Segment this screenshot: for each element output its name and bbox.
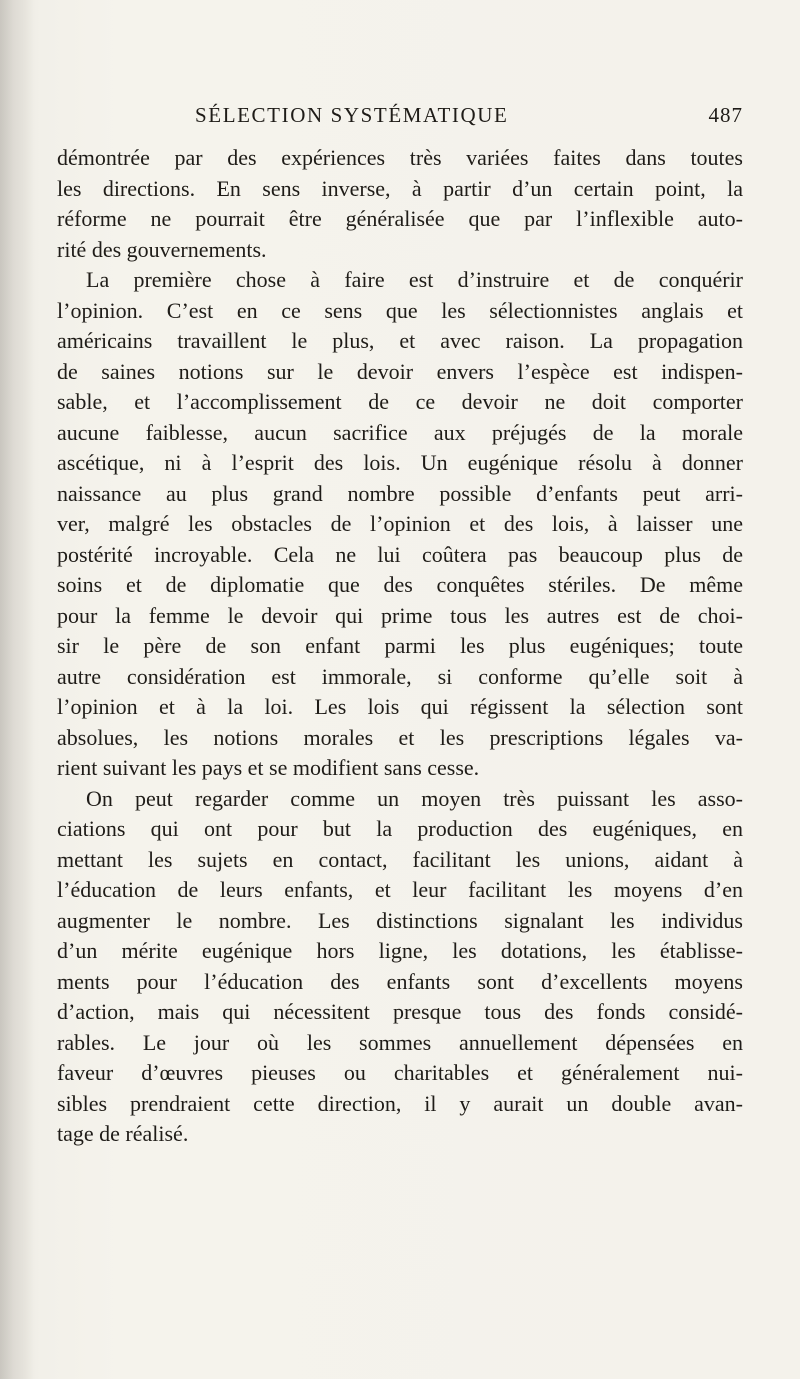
- text-line: postérité incroyable. Cela ne lui coûtera pas beaucoup plus de: [57, 541, 743, 567]
- text-line: de saines notions sur le devoir envers l’espèce est indispen-: [57, 358, 743, 384]
- text-line: l’opinion et à la loi. Les lois qui régissent la sélection sont: [57, 694, 743, 719]
- text-line: ments pour l’éducation des enfants sont d’excellents moyens: [57, 968, 743, 994]
- text-line: pour la femme le devoir qui prime tous les autres est de choi-: [57, 602, 743, 628]
- text-line: naissance au plus grand nombre possible d’enfants peut arri-: [57, 480, 743, 506]
- text-line: sable, et l’accomplissement de ce devoir ne doit comporter: [57, 389, 743, 414]
- text-line: réforme ne pourrait être généralisée que par l’inflexible auto-: [57, 206, 743, 231]
- text-line: rables. Le jour où les sommes annuellement dépensées en: [57, 1029, 743, 1055]
- paragraph-2: [57, 265, 743, 784]
- text-line: sibles prendraient cette direction, il y aurait un double avan-: [57, 1090, 743, 1116]
- text-line: autre considération est immorale, si conforme qu’elle soit à: [57, 663, 743, 689]
- text-line: rité des gouvernements.: [57, 236, 267, 262]
- text-line: d’action, mais qui nécessitent presque tous des fonds considé-: [57, 999, 743, 1024]
- text-line: démontrée par des expériences très variées faites dans toutes: [57, 145, 743, 170]
- text-line: On peut regarder comme un moyen très puissant les asso-: [86, 785, 743, 811]
- paragraph-3: [57, 784, 743, 1150]
- text-line: mettant les sujets en contact, facilitant les unions, aidant à: [57, 846, 743, 872]
- text-line: l’éducation de leurs enfants, et leur facilitant les moyens d’en: [57, 877, 743, 902]
- text-line: sir le père de son enfant parmi les plus eugéniques; toute: [57, 633, 743, 658]
- running-head: [57, 103, 743, 133]
- body-text: [57, 143, 743, 1150]
- text-line: aucune faiblesse, aucun sacrifice aux préjugés de la morale: [57, 419, 743, 445]
- text-line: l’opinion. C’est en ce sens que les sélectionnistes anglais et: [57, 297, 743, 323]
- text-line: rient suivant les pays et se modifient sans cesse.: [57, 755, 480, 780]
- text-line: ascétique, ni à l’esprit des lois. Un eugénique résolu à donner: [57, 450, 743, 475]
- text-line: tage de réalisé.: [57, 1121, 189, 1146]
- running-title: SÉLECTION SYSTÉMATIQUE: [195, 103, 509, 127]
- binding-shadow: [0, 0, 34, 1379]
- text-line: américains travaillent le plus, et avec raison. La propagation: [57, 328, 743, 353]
- text-line: La première chose à faire est d’instruire et de conquérir: [86, 267, 743, 292]
- text-line: les directions. En sens inverse, à partir d’un certain point, la: [57, 175, 743, 201]
- text-line: absolues, les notions morales et les prescriptions légales va-: [57, 724, 743, 750]
- text-line: ciations qui ont pour but la production des eugéniques, en: [57, 816, 743, 841]
- text-line: ver, malgré les obstacles de l’opinion et des lois, à laisser une: [57, 511, 743, 536]
- paragraph-1: [57, 143, 743, 265]
- page-number: 487: [708, 103, 743, 127]
- text-line: faveur d’œuvres pieuses ou charitables et généralement nui-: [57, 1060, 743, 1085]
- text-line: d’un mérite eugénique hors ligne, les dotations, les établisse-: [57, 938, 743, 963]
- text-line: soins et de diplomatie que des conquêtes stériles. De même: [57, 572, 743, 597]
- text-line: augmenter le nombre. Les distinctions signalant les individus: [57, 907, 743, 933]
